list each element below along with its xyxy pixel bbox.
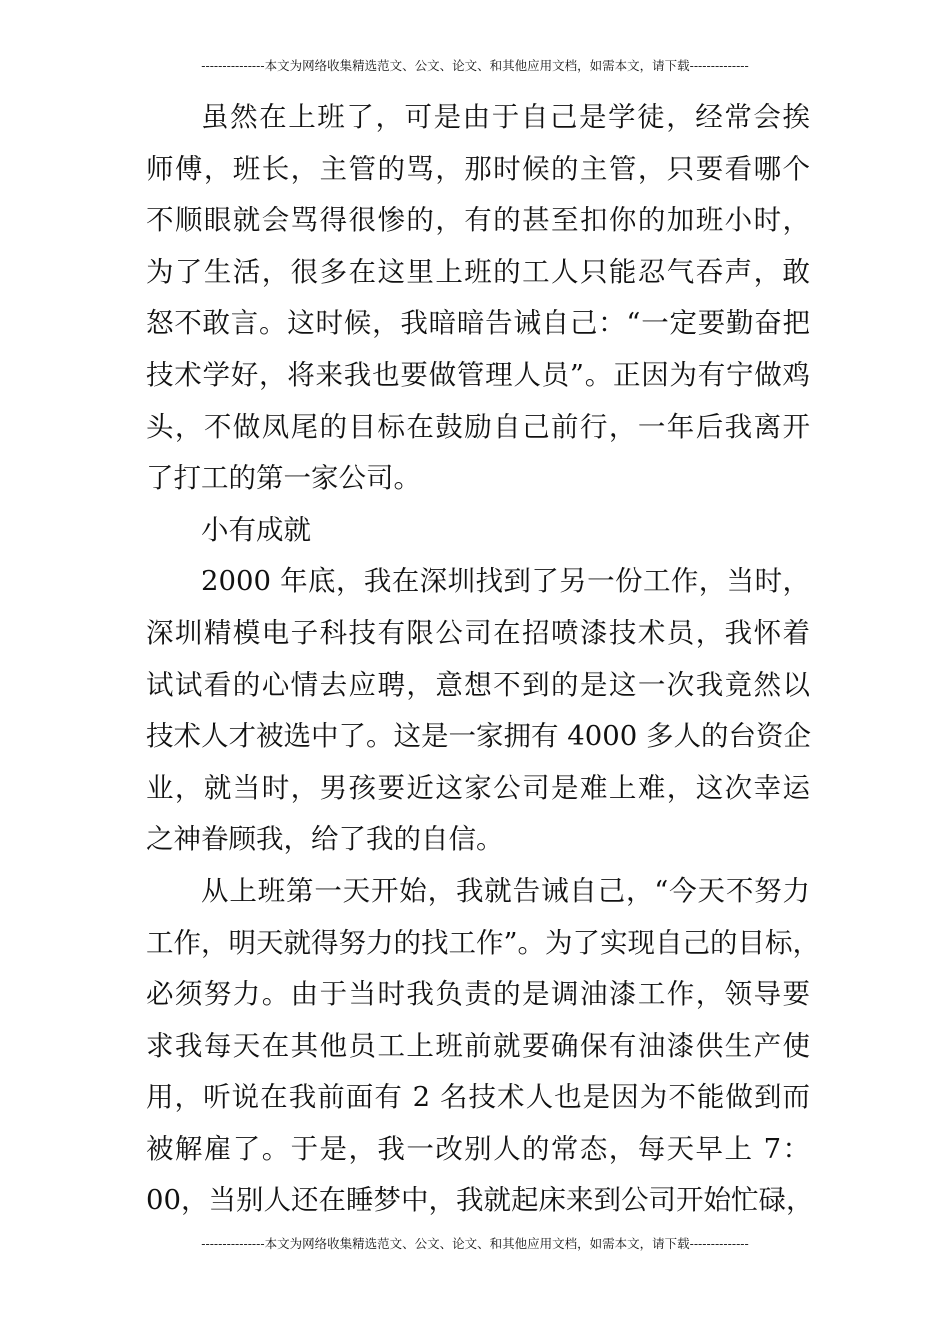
text-line: 虽然在上班了，可是由于自己是学徒，经常会挨 (201, 101, 810, 133)
text-line: 2000 年底，我在深圳找到了另一份工作，当时， (201, 565, 810, 598)
section-heading: 小有成就 (201, 513, 311, 546)
text-line: 技术人才被选中了。这是一家拥有 4000 多人的台资企 (146, 720, 811, 753)
text-line: 不顺眼就会骂得很惨的，有的甚至扣你的加班小时， (146, 204, 810, 237)
text-line: 被解雇了。于是，我一改别人的常态，每天早上 7： (146, 1132, 810, 1165)
text-line: 头，不做凤尾的目标在鼓励自己前行，一年后我离开 (146, 410, 810, 443)
text-line: 00，当别人还在睡梦中，我就起床来到公司开始忙碌， (146, 1184, 814, 1217)
text-line: 了打工的第一家公司。 (146, 462, 421, 495)
text-line: 试试看的心情去应聘，意想不到的是这一次我竟然以 (146, 668, 810, 701)
text-line: 从上班第一天开始，我就告诫自己，“今天不努力 (201, 874, 810, 907)
text-line: 必须努力。由于当时我负责的是调油漆工作，领导要 (146, 978, 810, 1011)
text-line: 怒不敢言。这时候，我暗暗告诫自己：“一定要勤奋把 (146, 307, 810, 340)
text-line: 技术学好，将来我也要做管理人员”。正因为有宁做鸡 (146, 358, 810, 391)
page-header: ---------------本文为网络收集精选范文、公文、论文、和其他应用文档，如需本文，请下载-------------- (201, 58, 749, 73)
text-line: 求我每天在其他员工上班前就要确保有油漆供生产使 (146, 1029, 810, 1062)
document-body (146, 92, 821, 1227)
page-footer: ---------------本文为网络收集精选范文、公文、论文、和其他应用文档，如需本文，请下载-------------- (201, 1236, 749, 1251)
text-line: 师傅，班长，主管的骂，那时候的主管，只要看哪个 (146, 152, 810, 185)
text-line: 深圳精模电子科技有限公司在招喷漆技术员，我怀着 (146, 616, 810, 649)
text-line: 工作，明天就得努力的找工作”。为了实现自己的目标， (146, 926, 821, 959)
text-line: 为了生活，很多在这里上班的工人只能忍气吞声，敢 (146, 255, 810, 288)
text-line: 业，就当时，男孩要近这家公司是难上难，这次幸运 (146, 771, 810, 804)
text-line: 之神眷顾我，给了我的自信。 (146, 823, 504, 856)
text-line: 用，听说在我前面有 2 名技术人也是因为不能做到而 (146, 1081, 810, 1114)
